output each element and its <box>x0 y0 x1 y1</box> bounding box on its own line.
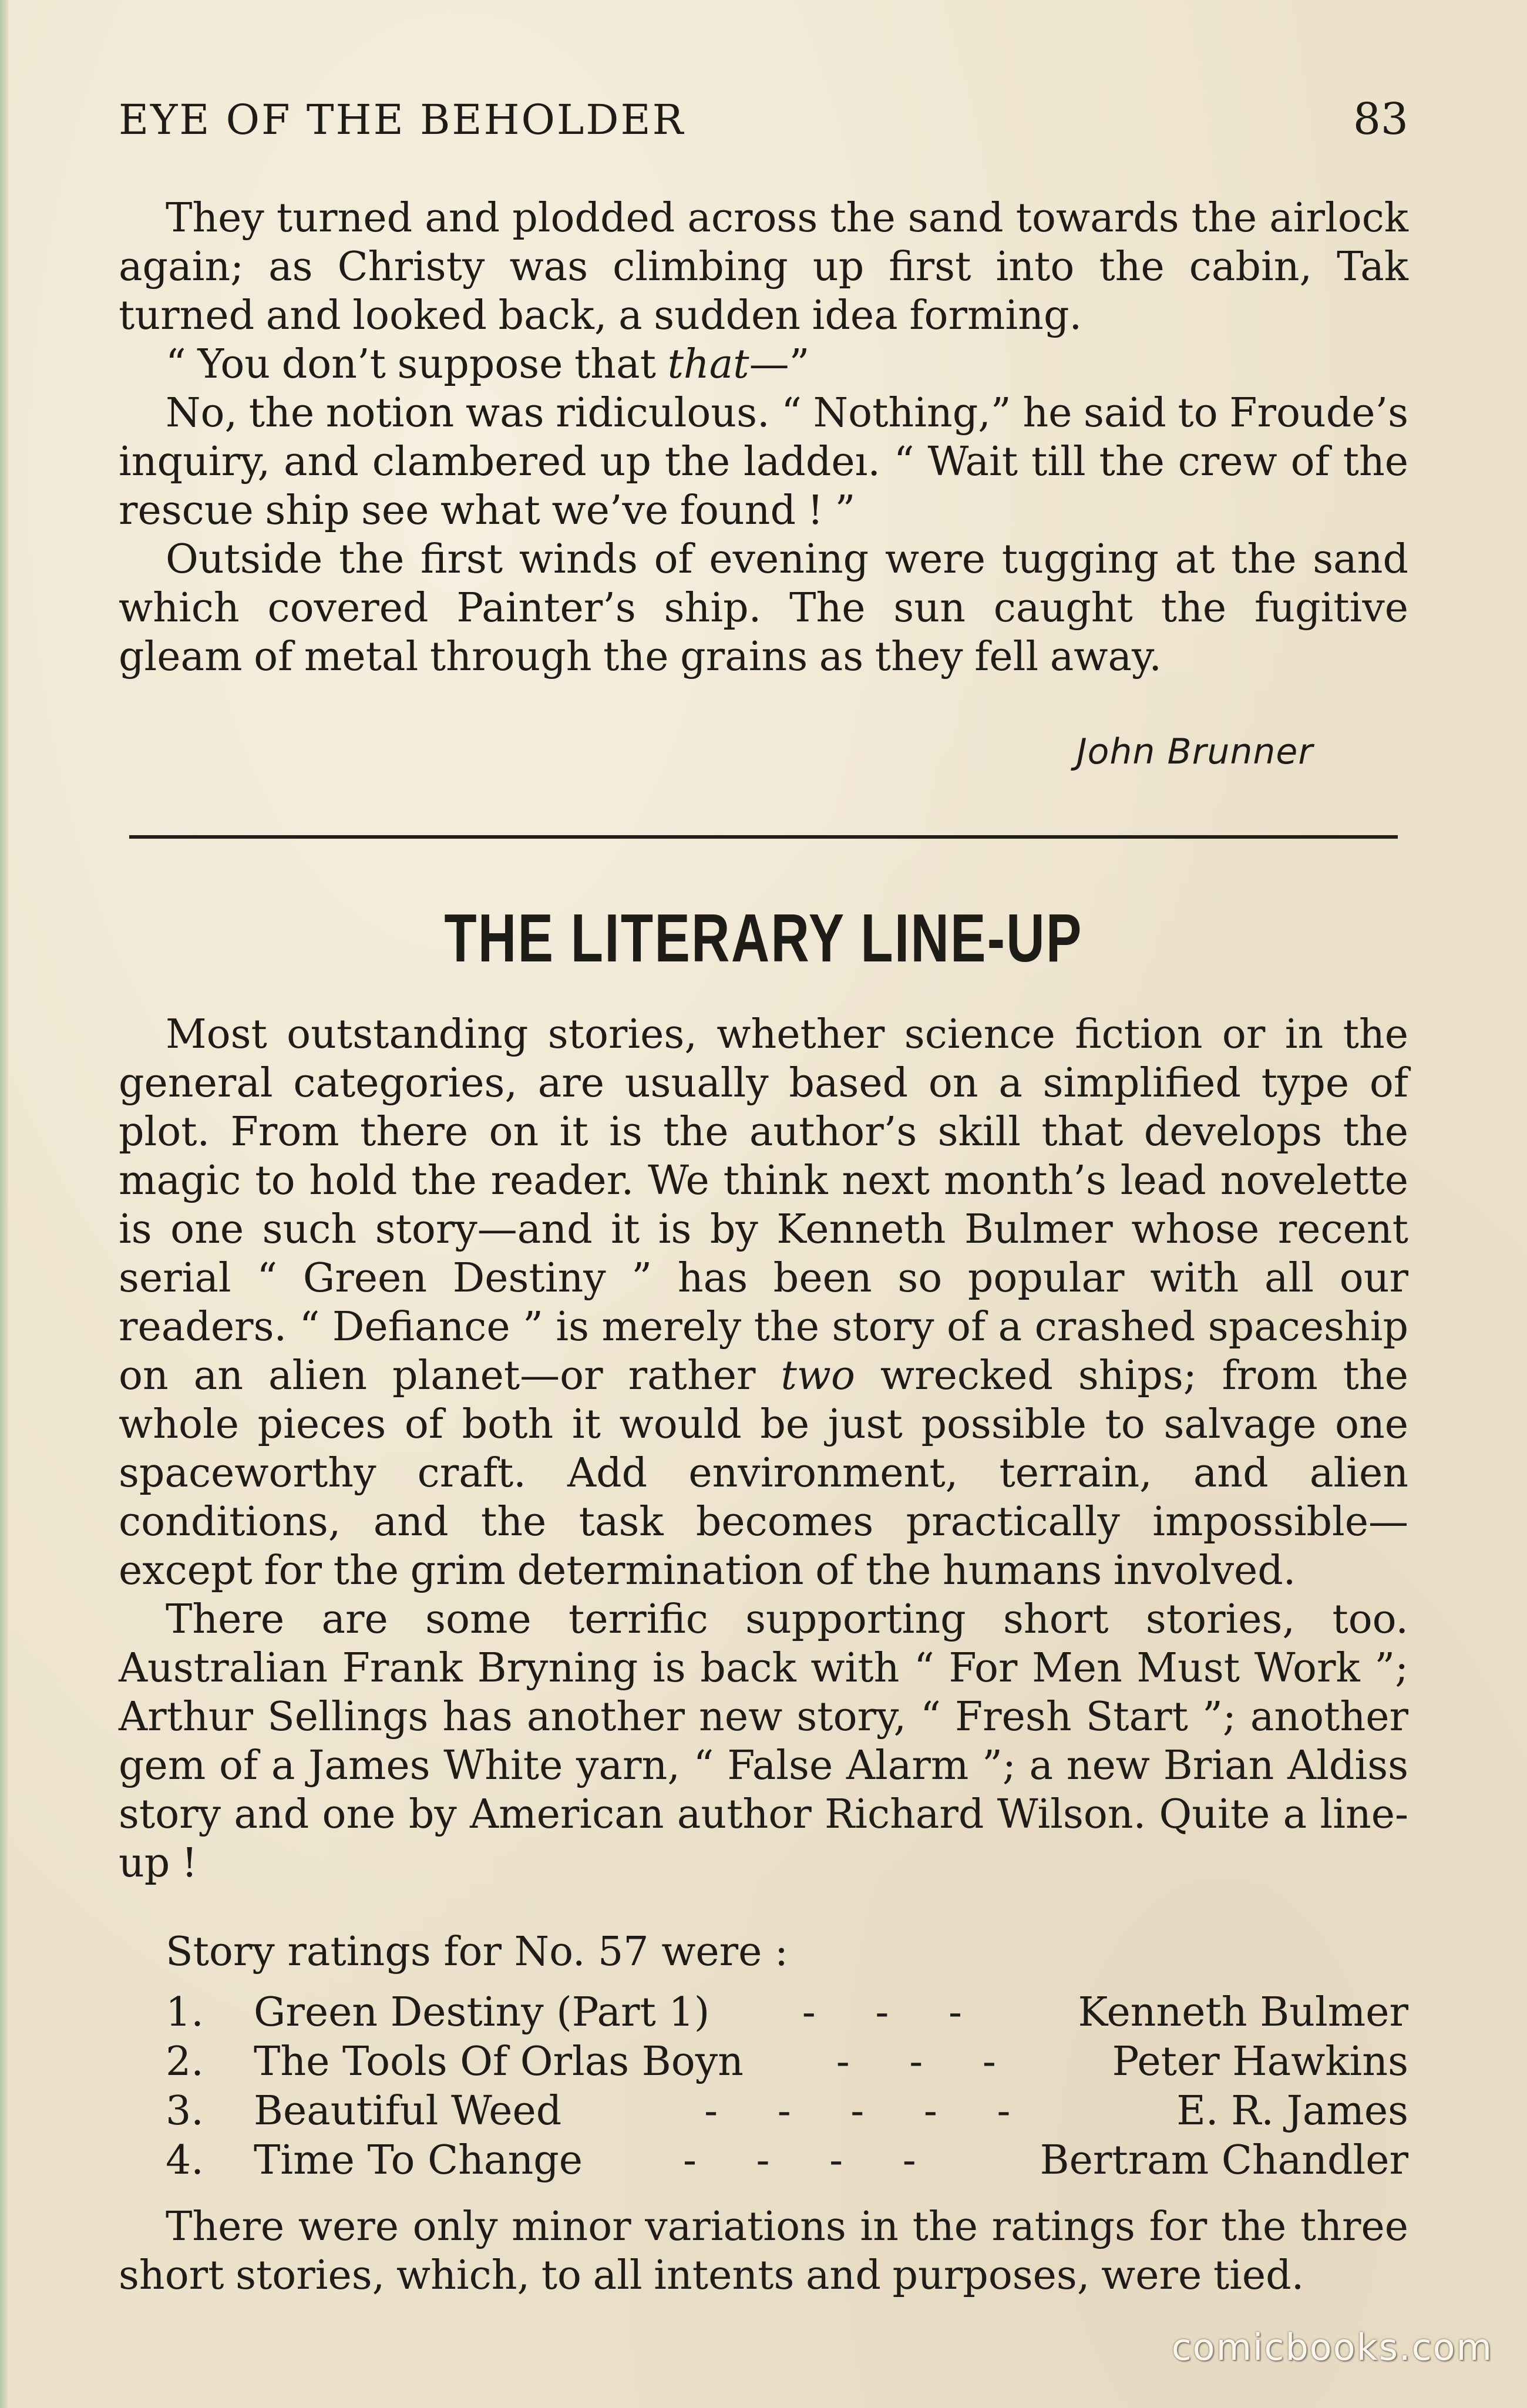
article-paragraph: There are some terrific supporting short stories, too. Australian Frank Bryning is back with “ For Men Must Work ”; Arthur Sellings has another new story, “ Fresh Start ”; another gem of a James White yarn, “ False Alarm ”; a new Brian Aldiss story and one by American author Richard Wilson. Quite a line-up ! <box>119 1596 1408 1886</box>
rating-row <box>166 2136 1408 2185</box>
dialogue-text: “ You don’t suppose that <box>166 341 668 388</box>
rating-author: Peter Hawkins <box>1112 2039 1408 2085</box>
article-text: Most outstanding stories, whether science fiction or in the general categories, are usually based on a simplified type of plot. From there on it is the author’s skill that develops the magic to hold the reader. We think next month’s lead novelette is one such story—and it is by Kenneth Bulmer whose recent serial “ Green Destiny ” has been so popular with all our readers. “ Defiance ” is merely the story of a crashed spaceship on an alien planet—or rather <box>119 1011 1408 1399</box>
rating-author: Kenneth Bulmer <box>1078 1989 1408 2036</box>
running-head <box>119 94 1408 144</box>
rating-row <box>166 1988 1408 2037</box>
rating-leader: - - - <box>836 2039 1020 2085</box>
rating-author: Bertram Chandler <box>1040 2137 1408 2184</box>
watermark-logo: comicbooks.com <box>1171 2326 1493 2369</box>
lineup-article <box>119 1010 1408 1888</box>
rating-rank: 3. <box>166 2088 204 2134</box>
rating-author: E. R. James <box>1176 2088 1408 2134</box>
story-paragraph: No, the notion was ridiculous. “ Nothing,” he said to Froude’s inquiry, and clambered up the laddeı. “ Wait till the crew of the rescue ship see what we’ve found ! ” <box>119 390 1408 534</box>
rating-leader: - - - - <box>682 2137 940 2184</box>
rating-story-title: Beautiful Weed <box>254 2088 562 2134</box>
rating-leader: - - - <box>802 1989 986 2036</box>
story-paragraph <box>119 340 1408 389</box>
emphasis-text: two <box>781 1353 855 1399</box>
page-number: 83 <box>1353 94 1408 144</box>
rating-rank: 2. <box>166 2039 204 2085</box>
rating-story-title: Time To Change <box>254 2137 583 2184</box>
ratings-list <box>166 1988 1408 2185</box>
story-paragraph: They turned and plodded across the sand towards the airlock again; as Christy was climbing up first into the cabin, Tak turned and looked back, a sudden idea forming. <box>119 195 1408 339</box>
rating-story-title: The Tools Of Orlas Boyn <box>254 2039 744 2085</box>
story-ending <box>119 194 1408 681</box>
page-edge <box>0 0 8 2408</box>
article-paragraph: There were only minor variations in the ratings for the three short stories, which, to all intents and purposes, were tied. <box>119 2204 1408 2299</box>
rating-story-title: Green Destiny (Part 1) <box>254 1989 710 2036</box>
rating-leader: - - - - - <box>704 2088 1034 2134</box>
section-title: THE LITERARY LINE-UP <box>444 900 1083 976</box>
ratings-intro: Story ratings for No. 57 were : <box>166 1929 788 1975</box>
author-signature: John Brunner <box>1076 731 1313 772</box>
section-divider <box>129 835 1398 839</box>
article-text: wrecked ships; from the whole pieces of both it would be just possible to salvage one spaceworthy craft. Add environment, terrain, and alien conditions, and the task becomes practically impossible—except for the grim determination of the humans involved. <box>119 1353 1408 1594</box>
rating-rank: 1. <box>166 1989 204 2036</box>
dialogue-text: —” <box>749 341 810 388</box>
article-paragraph <box>119 1010 1408 1595</box>
emphasis-text: that <box>667 341 749 388</box>
rating-row <box>166 2037 1408 2087</box>
story-paragraph: Outside the first winds of evening were tugging at the sand which covered Painter’s ship. The sun caught the fugitive gleam of metal through the grains as they fell away. <box>119 536 1408 680</box>
rating-rank: 4. <box>166 2137 204 2184</box>
running-title: EYE OF THE BEHOLDER <box>119 96 685 144</box>
closing-note <box>119 2202 1408 2300</box>
rating-row <box>166 2087 1408 2136</box>
